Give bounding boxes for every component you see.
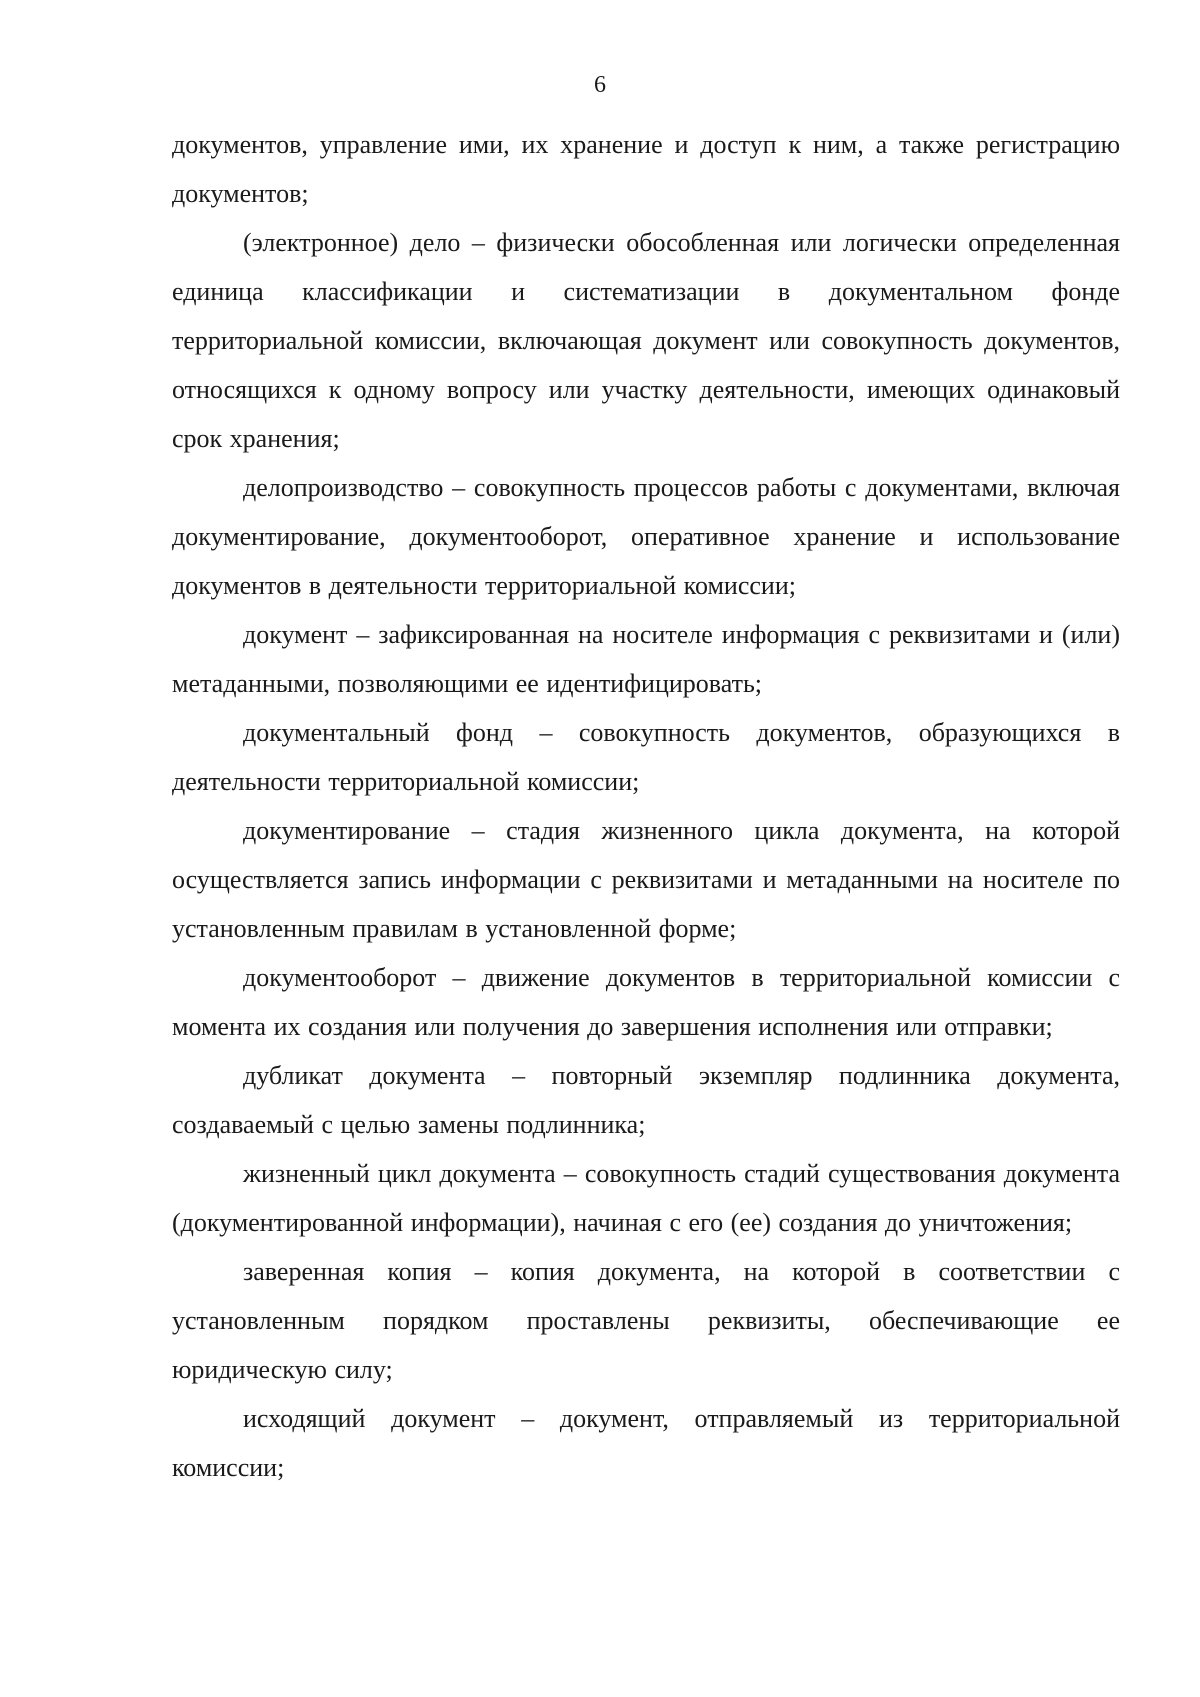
paragraph-definition-dublikat: дубликат документа – повторный экземпляр подлинника документа, создаваемый с целью замены подлинника; xyxy=(172,1061,1120,1139)
document-body xyxy=(172,120,1120,1492)
paragraph-definition-delo: (электронное) дело – физически обособленная или логически определенная единица классификации и систематизации в документальном фонде территориальной комиссии, включающая документ или совокупность документов, относящихся к одному вопросу или участку деятельности, имеющих одинаковый срок хранения; xyxy=(172,228,1120,453)
paragraph-definition-dokumentalny-fond: документальный фонд – совокупность документов, образующихся в деятельности территориальной комиссии; xyxy=(172,718,1120,796)
page-number: 6 xyxy=(594,72,606,98)
paragraph-definition-zaverennaya-kopiya: заверенная копия – копия документа, на которой в соответствии с установленным порядком проставлены реквизиты, обеспечивающие ее юридическую силу; xyxy=(172,1257,1120,1384)
paragraph-definition-iskhodyashchy: исходящий документ – документ, отправляемый из территориальной комиссии; xyxy=(172,1404,1120,1482)
paragraph-definition-dokumentirovanie: документирование – стадия жизненного цикла документа, на которой осуществляется запись информации с реквизитами и метаданными на носителе по установленным правилам в установленной форме; xyxy=(172,816,1120,943)
paragraph-definition-dokument: документ – зафиксированная на носителе информация с реквизитами и (или) метаданными, позволяющими ее идентифицировать; xyxy=(172,620,1120,698)
paragraph-definition-deloproizvodstvo: делопроизводство – совокупность процессов работы с документами, включая документирование, документооборот, оперативное хранение и использование документов в деятельности территориальной комиссии; xyxy=(172,473,1120,600)
paragraph-continuation: документов, управление ими, их хранение и доступ к ним, а также регистрацию документов; xyxy=(172,130,1120,208)
paragraph-definition-zhiznenny-tsikl: жизненный цикл документа – совокупность стадий существования документа (документированной информации), начиная с его (ее) создания до уничтожения; xyxy=(172,1159,1120,1237)
paragraph-definition-dokumentooborot: документооборот – движение документов в территориальной комиссии с момента их создания или получения до завершения исполнения или отправки; xyxy=(172,963,1120,1041)
